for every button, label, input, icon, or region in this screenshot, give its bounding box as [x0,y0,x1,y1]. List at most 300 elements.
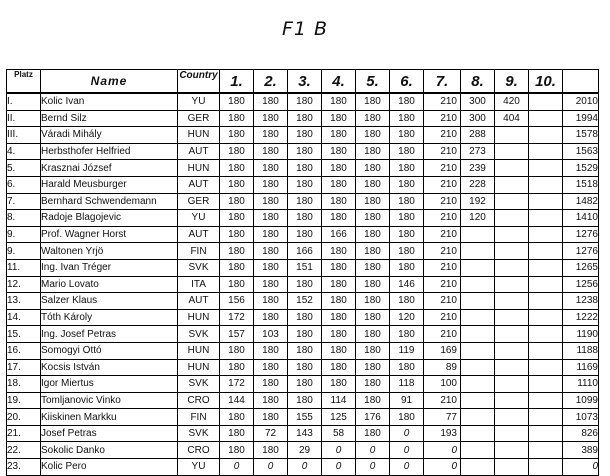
score-cell-round-8 [461,442,495,459]
score-cell-round-9 [495,276,529,293]
place-cell: 20. [7,409,41,426]
score-cell-round-6: 0 [390,442,424,459]
score-cell-round-5: 176 [356,409,390,426]
score-cell-round-3: 155 [288,409,322,426]
score-cell-round-1: 157 [220,326,254,343]
place-cell: 9. [7,226,41,243]
score-cell-round-2: 103 [254,326,288,343]
place-cell: 9. [7,243,41,260]
total-cell: 0 [563,459,599,476]
score-cell-round-4: 125 [322,409,356,426]
country-cell: SVK [178,376,220,393]
place-cell: 15. [7,326,41,343]
score-cell-round-7: 100 [424,376,461,393]
score-cell-round-5: 180 [356,176,390,193]
score-cell-round-8: 273 [461,143,495,160]
name-cell: Salzer Klaus [41,293,178,310]
header-row [7,70,599,94]
score-cell-round-5: 180 [356,127,390,144]
score-cell-round-1: 0 [220,459,254,476]
score-cell-round-6: 180 [390,176,424,193]
score-cell-round-9 [495,392,529,409]
name-cell: Bernd Silz [41,110,178,127]
score-cell-round-1: 180 [220,409,254,426]
score-cell-round-6: 180 [390,160,424,177]
score-cell-round-3: 180 [288,392,322,409]
score-cell-round-1: 180 [220,210,254,227]
score-cell-round-5: 180 [356,143,390,160]
score-cell-round-10 [529,127,563,144]
total-cell: 1410 [563,210,599,227]
place-cell: 8. [7,210,41,227]
score-cell-round-10 [529,376,563,393]
score-cell-round-10 [529,326,563,343]
results-body [7,93,599,475]
score-cell-round-7: 210 [424,143,461,160]
score-cell-round-3: 180 [288,127,322,144]
score-cell-round-3: 180 [288,160,322,177]
score-cell-round-2: 180 [254,127,288,144]
score-cell-round-2: 180 [254,359,288,376]
score-cell-round-7: 210 [424,176,461,193]
score-cell-round-8 [461,259,495,276]
table-row [7,143,599,160]
country-cell: FIN [178,243,220,260]
total-cell: 1110 [563,376,599,393]
name-cell: Prof. Wagner Horst [41,226,178,243]
country-cell: CRO [178,442,220,459]
score-cell-round-7: 210 [424,259,461,276]
country-cell: AUT [178,176,220,193]
name-cell: Kolic Pero [41,459,178,476]
score-cell-round-8: 239 [461,160,495,177]
score-cell-round-8 [461,392,495,409]
table-row [7,276,599,293]
score-cell-round-1: 144 [220,392,254,409]
country-cell: HUN [178,309,220,326]
score-cell-round-6: 118 [390,376,424,393]
score-cell-round-6: 180 [390,210,424,227]
score-cell-round-7: 77 [424,409,461,426]
score-cell-round-7: 193 [424,425,461,442]
place-cell: 11. [7,259,41,276]
score-cell-round-2: 180 [254,376,288,393]
name-cell: Waltonen Yrjö [41,243,178,260]
country-cell: SVK [178,259,220,276]
total-cell: 1578 [563,127,599,144]
score-cell-round-10 [529,160,563,177]
score-cell-round-6: 146 [390,276,424,293]
total-cell: 2010 [563,93,599,110]
place-cell: 16. [7,342,41,359]
score-cell-round-5: 180 [356,359,390,376]
name-cell: Sokolic Danko [41,442,178,459]
score-cell-round-2: 180 [254,176,288,193]
score-cell-round-9 [495,210,529,227]
score-cell-round-1: 180 [220,160,254,177]
score-cell-round-9 [495,309,529,326]
country-cell: HUN [178,127,220,144]
total-cell: 1265 [563,259,599,276]
score-cell-round-7: 210 [424,193,461,210]
score-cell-round-8 [461,409,495,426]
score-cell-round-9 [495,193,529,210]
score-cell-round-1: 180 [220,176,254,193]
score-cell-round-7: 0 [424,442,461,459]
score-cell-round-2: 180 [254,243,288,260]
column-header-round-9: 9. [495,70,529,94]
column-header-round-1: 1. [220,70,254,94]
score-cell-round-7: 0 [424,459,461,476]
score-cell-round-9 [495,127,529,144]
score-cell-round-2: 180 [254,276,288,293]
total-cell: 1994 [563,110,599,127]
total-cell: 1482 [563,193,599,210]
score-cell-round-7: 210 [424,243,461,260]
score-cell-round-5: 180 [356,392,390,409]
score-cell-round-3: 180 [288,326,322,343]
score-cell-round-6: 180 [390,127,424,144]
table-row [7,425,599,442]
name-cell: Váradi Mihály [41,127,178,144]
score-cell-round-8 [461,226,495,243]
place-cell: III. [7,127,41,144]
score-cell-round-7: 210 [424,309,461,326]
place-cell: 14. [7,309,41,326]
table-row [7,309,599,326]
score-cell-round-6: 180 [390,193,424,210]
score-cell-round-1: 180 [220,359,254,376]
score-cell-round-9: 404 [495,110,529,127]
score-cell-round-4: 180 [322,210,356,227]
score-cell-round-2: 180 [254,110,288,127]
name-cell: Kiiskinen Markku [41,409,178,426]
place-cell: 19. [7,392,41,409]
table-row [7,110,599,127]
score-cell-round-2: 180 [254,143,288,160]
score-cell-round-9 [495,442,529,459]
total-cell: 1190 [563,326,599,343]
name-cell: Mario Lovato [41,276,178,293]
table-row [7,176,599,193]
score-cell-round-4: 180 [322,110,356,127]
score-cell-round-7: 210 [424,293,461,310]
score-cell-round-2: 180 [254,160,288,177]
score-cell-round-2: 180 [254,259,288,276]
score-cell-round-3: 180 [288,143,322,160]
score-cell-round-5: 180 [356,243,390,260]
score-cell-round-5: 180 [356,160,390,177]
results-table [6,69,599,476]
score-cell-round-10 [529,342,563,359]
score-cell-round-9 [495,259,529,276]
score-cell-round-4: 180 [322,276,356,293]
score-cell-round-5: 180 [356,309,390,326]
score-cell-round-6: 180 [390,93,424,110]
score-cell-round-8: 300 [461,110,495,127]
score-cell-round-8: 288 [461,127,495,144]
score-cell-round-6: 180 [390,293,424,310]
column-header-country: Country [178,70,220,94]
column-header-round-3: 3. [288,70,322,94]
score-cell-round-1: 172 [220,309,254,326]
name-cell: Radoje Blagojevic [41,210,178,227]
country-cell: AUT [178,226,220,243]
score-cell-round-4: 180 [322,193,356,210]
score-cell-round-5: 0 [356,442,390,459]
score-cell-round-4: 180 [322,143,356,160]
total-cell: 1169 [563,359,599,376]
total-cell: 826 [563,425,599,442]
table-row [7,326,599,343]
score-cell-round-4: 180 [322,259,356,276]
score-cell-round-1: 180 [220,425,254,442]
score-cell-round-7: 210 [424,326,461,343]
score-cell-round-10 [529,143,563,160]
table-row [7,193,599,210]
score-cell-round-3: 180 [288,176,322,193]
total-cell: 1563 [563,143,599,160]
score-cell-round-10 [529,226,563,243]
country-cell: AUT [178,293,220,310]
score-cell-round-5: 180 [356,342,390,359]
score-cell-round-4: 180 [322,342,356,359]
country-cell: ITA [178,276,220,293]
total-cell: 1276 [563,243,599,260]
score-cell-round-7: 210 [424,110,461,127]
column-header-round-2: 2. [254,70,288,94]
score-cell-round-9 [495,243,529,260]
country-cell: HUN [178,342,220,359]
score-cell-round-8 [461,459,495,476]
score-cell-round-8: 192 [461,193,495,210]
table-row [7,359,599,376]
score-cell-round-5: 180 [356,293,390,310]
score-cell-round-4: 180 [322,376,356,393]
name-cell: Ing. Josef Petras [41,326,178,343]
score-cell-round-2: 180 [254,226,288,243]
column-header-round-8: 8. [461,70,495,94]
score-cell-round-5: 180 [356,259,390,276]
total-cell: 1222 [563,309,599,326]
place-cell: 21. [7,425,41,442]
country-cell: HUN [178,359,220,376]
country-cell: YU [178,210,220,227]
column-header-total [563,70,599,94]
score-cell-round-9 [495,143,529,160]
score-cell-round-9 [495,425,529,442]
table-row [7,210,599,227]
score-cell-round-1: 180 [220,243,254,260]
table-row [7,226,599,243]
score-cell-round-1: 180 [220,127,254,144]
score-cell-round-3: 180 [288,309,322,326]
score-cell-round-4: 180 [322,309,356,326]
total-cell: 1188 [563,342,599,359]
score-cell-round-10 [529,193,563,210]
score-cell-round-6: 180 [390,143,424,160]
name-cell: Kocsis István [41,359,178,376]
score-cell-round-4: 0 [322,459,356,476]
score-cell-round-9 [495,409,529,426]
table-row [7,409,599,426]
table-row [7,442,599,459]
score-cell-round-6: 180 [390,359,424,376]
score-cell-round-1: 180 [220,442,254,459]
score-cell-round-3: 180 [288,110,322,127]
score-cell-round-3: 180 [288,342,322,359]
score-cell-round-2: 180 [254,342,288,359]
score-cell-round-7: 210 [424,392,461,409]
total-cell: 1073 [563,409,599,426]
score-cell-round-1: 180 [220,143,254,160]
column-header-name: Name [41,70,178,94]
table-row [7,459,599,476]
score-cell-round-2: 180 [254,409,288,426]
score-cell-round-4: 180 [322,127,356,144]
score-cell-round-10 [529,176,563,193]
score-cell-round-10 [529,276,563,293]
country-cell: SVK [178,326,220,343]
score-cell-round-4: 180 [322,160,356,177]
country-cell: SVK [178,425,220,442]
score-cell-round-2: 180 [254,93,288,110]
score-cell-round-9 [495,342,529,359]
column-header-round-6: 6. [390,70,424,94]
score-cell-round-1: 180 [220,276,254,293]
name-cell: Josef Petras [41,425,178,442]
score-cell-round-8 [461,309,495,326]
score-cell-round-10 [529,442,563,459]
place-cell: 12. [7,276,41,293]
score-cell-round-3: 151 [288,259,322,276]
page-title: F1 B [281,18,329,40]
score-cell-round-6: 0 [390,425,424,442]
score-cell-round-10 [529,293,563,310]
score-cell-round-3: 180 [288,359,322,376]
score-cell-round-2: 180 [254,193,288,210]
score-cell-round-10 [529,243,563,260]
place-cell: 7. [7,193,41,210]
name-cell: Tomljanovic Vinko [41,392,178,409]
place-cell: 23. [7,459,41,476]
country-cell: FIN [178,409,220,426]
score-cell-round-8 [461,425,495,442]
score-cell-round-9 [495,176,529,193]
score-cell-round-5: 180 [356,226,390,243]
table-row [7,93,599,110]
place-cell: 4. [7,143,41,160]
score-cell-round-7: 210 [424,210,461,227]
score-cell-round-4: 180 [322,176,356,193]
score-cell-round-10 [529,425,563,442]
score-cell-round-7: 210 [424,276,461,293]
table-row [7,127,599,144]
score-cell-round-6: 180 [390,110,424,127]
score-cell-round-10 [529,110,563,127]
score-cell-round-9 [495,376,529,393]
country-cell: YU [178,459,220,476]
score-cell-round-6: 180 [390,409,424,426]
score-cell-round-1: 156 [220,293,254,310]
score-cell-round-4: 180 [322,293,356,310]
score-cell-round-8 [461,359,495,376]
place-cell: 6. [7,176,41,193]
score-cell-round-8 [461,293,495,310]
table-row [7,392,599,409]
score-cell-round-5: 180 [356,110,390,127]
column-header-round-4: 4. [322,70,356,94]
total-cell: 1518 [563,176,599,193]
score-cell-round-3: 152 [288,293,322,310]
country-cell: GER [178,110,220,127]
score-cell-round-6: 119 [390,342,424,359]
score-cell-round-10 [529,409,563,426]
country-cell: CRO [178,392,220,409]
score-cell-round-10 [529,392,563,409]
score-cell-round-8 [461,342,495,359]
score-cell-round-2: 180 [254,293,288,310]
score-cell-round-1: 180 [220,342,254,359]
score-cell-round-4: 180 [322,359,356,376]
score-cell-round-8 [461,326,495,343]
score-cell-round-3: 180 [288,210,322,227]
score-cell-round-8 [461,243,495,260]
score-cell-round-2: 180 [254,392,288,409]
score-cell-round-1: 172 [220,376,254,393]
total-cell: 1099 [563,392,599,409]
score-cell-round-3: 29 [288,442,322,459]
score-cell-round-10 [529,359,563,376]
name-cell: Kolic Ivan [41,93,178,110]
score-cell-round-4: 114 [322,392,356,409]
place-cell: 13. [7,293,41,310]
score-cell-round-9 [495,160,529,177]
name-cell: Tóth Károly [41,309,178,326]
score-cell-round-10 [529,259,563,276]
score-cell-round-5: 0 [356,459,390,476]
score-cell-round-1: 180 [220,110,254,127]
place-cell: 18. [7,376,41,393]
score-cell-round-7: 210 [424,127,461,144]
column-header-round-10: 10. [529,70,563,94]
score-cell-round-8: 228 [461,176,495,193]
score-cell-round-7: 210 [424,226,461,243]
score-cell-round-6: 91 [390,392,424,409]
table-row [7,293,599,310]
score-cell-round-3: 143 [288,425,322,442]
place-cell: 22. [7,442,41,459]
score-cell-round-2: 0 [254,459,288,476]
score-cell-round-6: 180 [390,226,424,243]
score-cell-round-4: 166 [322,226,356,243]
score-cell-round-10 [529,210,563,227]
total-cell: 1256 [563,276,599,293]
score-cell-round-9 [495,359,529,376]
name-cell: Harald Meusburger [41,176,178,193]
score-cell-round-6: 180 [390,326,424,343]
score-cell-round-4: 180 [322,243,356,260]
score-cell-round-2: 180 [254,210,288,227]
score-cell-round-7: 89 [424,359,461,376]
score-cell-round-4: 180 [322,93,356,110]
score-cell-round-6: 180 [390,243,424,260]
score-cell-round-6: 180 [390,259,424,276]
name-cell: Igor Miertus [41,376,178,393]
column-header-round-5: 5. [356,70,390,94]
score-cell-round-5: 180 [356,210,390,227]
score-cell-round-5: 180 [356,376,390,393]
